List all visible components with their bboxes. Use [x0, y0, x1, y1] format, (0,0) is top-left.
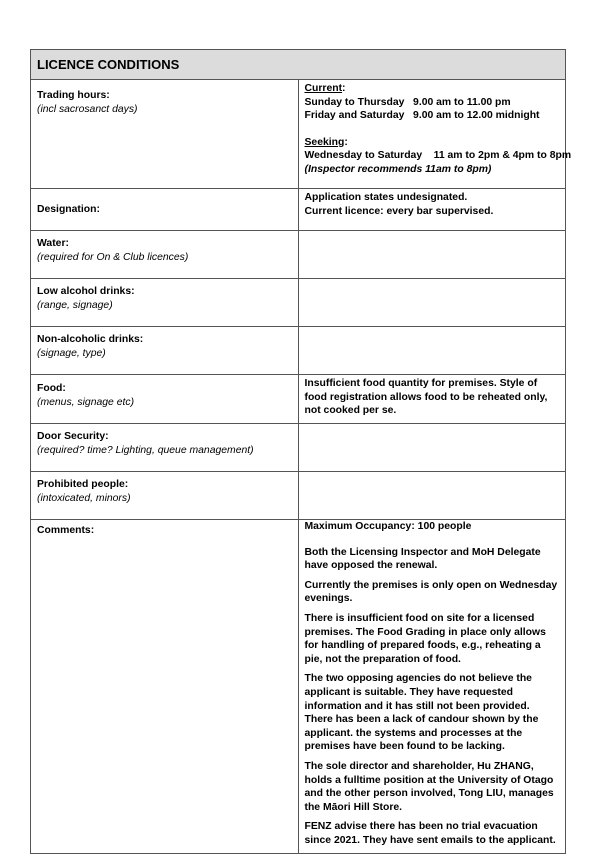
- table-row-prohibited: [31, 472, 566, 520]
- food-sublabel: (menus, signage etc): [37, 396, 135, 408]
- table-row-designation: [31, 189, 566, 231]
- label-cell: [31, 424, 299, 472]
- food-value: Insufficient food quantity for premises. Style of food registration allows food to be reheated only, not cooked per se.: [298, 375, 566, 424]
- water-sublabel: (required for On & Club licences): [37, 251, 189, 263]
- table-title: LICENCE CONDITIONS: [31, 50, 566, 80]
- current-heading: Current: [304, 83, 343, 94]
- comment-paragraph: There is insufficient food on site for a licensed premises. The Food Grading in place only allows for handling of prepared foods, e.g., reheating a pie, not the preparation of food.: [304, 612, 546, 665]
- low-alcohol-label: Low alcohol drinks:: [37, 286, 135, 297]
- table-row-food: [31, 375, 566, 424]
- seeking-heading: Seeking: [304, 136, 345, 148]
- non-alcoholic-label: Non-alcoholic drinks:: [37, 334, 144, 345]
- designation-label: Designation:: [37, 203, 100, 215]
- prohibited-value: [298, 472, 566, 520]
- non-alcoholic-value: [298, 327, 566, 375]
- table-row-non-alcoholic: [31, 327, 566, 375]
- comment-paragraph: FENZ advise there has been no trial evacuation since 2021. They have sent emails to the applicant.: [304, 821, 556, 846]
- water-value: [298, 231, 566, 279]
- designation-line1: Application states undesignated.: [304, 192, 468, 203]
- comment-paragraph: Both the Licensing Inspector and MoH Delegate have opposed the renewal.: [304, 546, 541, 572]
- table-row-water: [31, 231, 566, 279]
- seeking-colon: :: [344, 136, 348, 148]
- trading-hours-value: [298, 80, 572, 189]
- label-cell: [31, 189, 299, 231]
- table-row-door-security: [31, 424, 566, 472]
- comment-paragraph: The two opposing agencies do not believe the applicant is suitable. They have requested information and it has still not been provided. There has been a lack of candour shown by the applicant. the systems and processes at the premises have been found to be lacking.: [304, 673, 539, 753]
- label-cell: [31, 520, 299, 854]
- label-cell: [31, 472, 299, 520]
- table-row-comments: [31, 520, 566, 854]
- comment-paragraph: The sole director and shareholder, Hu ZHANG, holds a fulltime position at the University of Otago and the other person involved, Tong LIU, manages the Māori Hill Store.: [304, 760, 554, 813]
- prohibited-label: Prohibited people:: [37, 479, 129, 490]
- label-cell: [31, 375, 299, 424]
- label-cell: [31, 327, 299, 375]
- comments-label: Comments:: [37, 525, 95, 536]
- designation-value: [298, 189, 566, 231]
- door-security-sublabel: (required? time? Lighting, queue management): [37, 444, 254, 456]
- comment-paragraph: Maximum Occupancy: 100 people: [304, 521, 472, 532]
- trading-hours-label: Trading hours:: [37, 90, 110, 101]
- water-label: Water:: [37, 238, 69, 249]
- low-alcohol-sublabel: (range, signage): [37, 299, 113, 311]
- comments-value: [298, 520, 566, 854]
- label-cell: [31, 231, 299, 279]
- table-row-trading-hours: [31, 80, 566, 189]
- non-alcoholic-sublabel: (signage, type): [37, 347, 106, 359]
- licence-conditions-table: [30, 49, 572, 854]
- current-hours-line1: Sunday to Thursday 9.00 am to 11.00 pm: [304, 96, 511, 108]
- current-colon: :: [342, 83, 346, 94]
- label-cell: [31, 279, 299, 327]
- comment-paragraph: Currently the premises is only open on Wednesday evenings.: [304, 579, 558, 605]
- food-label: Food:: [37, 383, 66, 394]
- seeking-hours-line2: (Inspector recommends 11am to 8pm): [304, 163, 492, 175]
- seeking-hours-line1: Wednesday to Saturday 11 am to 2pm & 4pm to 8pm: [304, 150, 572, 162]
- designation-line2: Current licence: every bar supervised.: [304, 205, 494, 217]
- door-security-value: [298, 424, 566, 472]
- low-alcohol-value: [298, 279, 566, 327]
- trading-hours-sublabel: (incl sacrosanct days): [37, 103, 138, 115]
- door-security-label: Door Security:: [37, 431, 109, 442]
- prohibited-sublabel: (intoxicated, minors): [37, 492, 131, 504]
- current-hours-line2: Friday and Saturday 9.00 am to 12.00 midnight: [304, 110, 540, 122]
- label-cell: [31, 80, 299, 189]
- table-row-low-alcohol: [31, 279, 566, 327]
